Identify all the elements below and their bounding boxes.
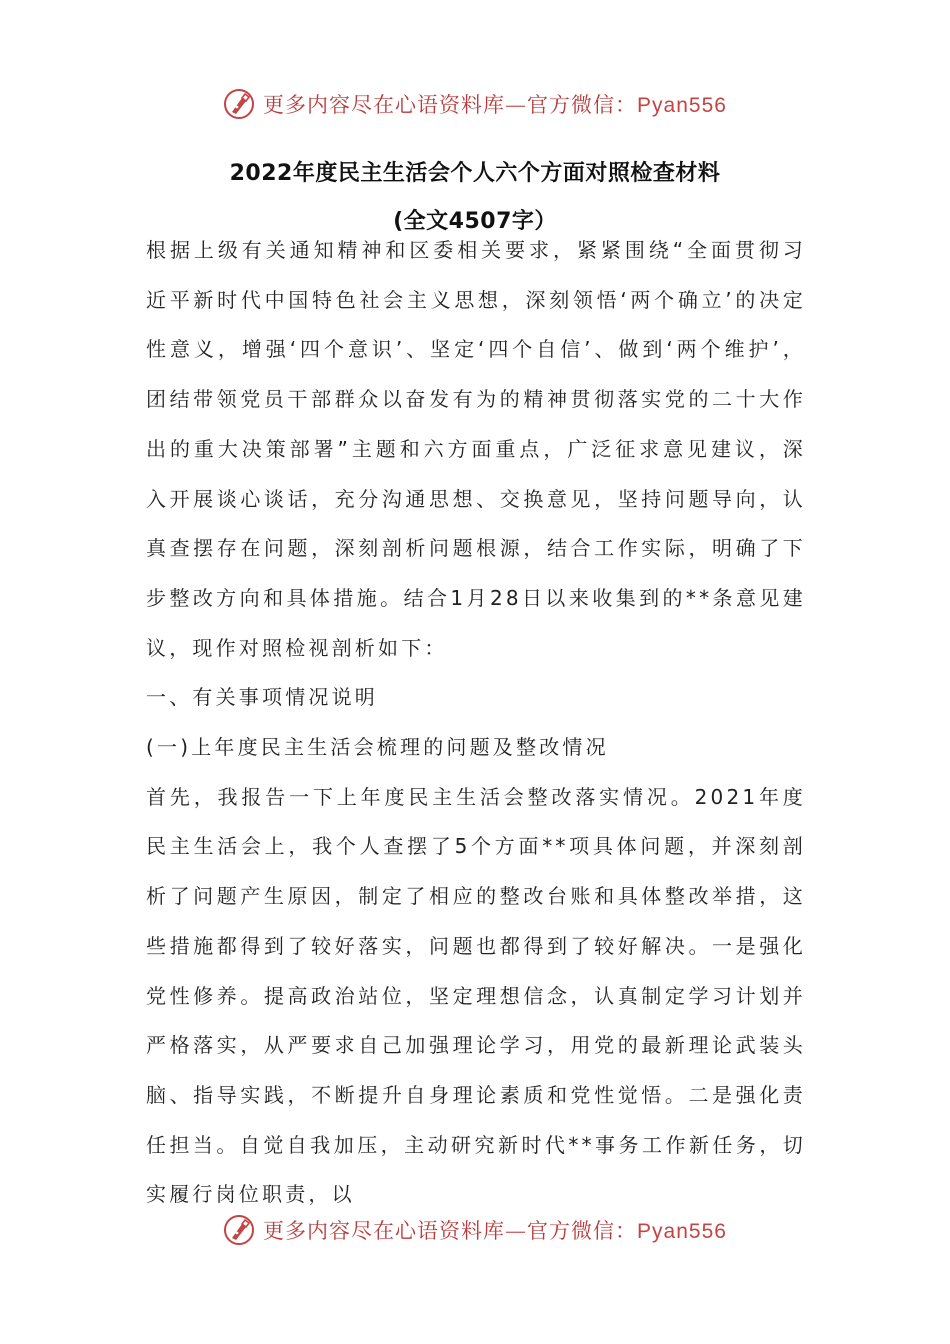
banner-text (263, 89, 727, 119)
banner-wechat-id: Pyan556 (637, 1220, 727, 1243)
pen-nib-logo-icon (223, 88, 255, 120)
document-body (146, 226, 806, 1220)
paragraph-intro: 根据上级有关通知精神和区委相关要求，紧紧围绕“全面贯彻习近平新时代中国特色社会主义思想，深刻领悟‘两个确立’的决定性意义，增强‘四个意识’、坚定‘四个自信’、做到‘两个维护’，团结带领党员干部群众以奋发有为的精神贯彻落实党的二十大作出的重大决策部署”主题和六方面重点，广泛征求意见建议，深入开展谈心谈话，充分沟通思想、交换意见，坚持问题导向，认真查摆存在问题，深刻剖析问题根源，结合工作实际，明确了下步整改方向和具体措施。结合1月28日以来收集到的**条意见建议，现作对照检视剖析如下： (146, 238, 806, 660)
header-watermark-banner (0, 84, 950, 124)
banner-dash: — (505, 1219, 528, 1243)
paragraph-report: 首先，我报告一下上年度民主生活会整改落实情况。2021年度民主生活会上，我个人查摆了5个方面**项具体问题，并深刻剖析了问题产生原因，制定了相应的整改台账和具体整改举措，这些措施都得到了较好落实，问题也都得到了较好解决。一是强化党性修养。提高政治站位，坚定理想信念，认真制定学习计划并严格落实，从严要求自己加强理论学习，用党的最新理论武装头脑、指导实践，不断提升自身理论素质和党性觉悟。二是强化责任担当。自觉自我加压，主动研究新时代**事务工作新任务，切实履行岗位职责，以 (146, 784, 806, 1207)
banner-dash: — (505, 93, 528, 117)
document-title: 2022年度民主生活会个人六个方面对照检查材料 (229, 161, 721, 186)
banner-slogan: 更多内容尽在心语资料库 (263, 93, 506, 117)
subsection-heading: (一)上年度民主生活会梳理的问题及整改情况 (146, 735, 609, 760)
pen-nib-logo-icon (223, 1214, 255, 1246)
banner-official-label: 官方微信： (527, 1219, 638, 1243)
document-subtitle: (全文4507字） (393, 209, 557, 234)
banner-slogan: 更多内容尽在心语资料库 (263, 1219, 506, 1243)
footer-watermark-banner (0, 1210, 950, 1250)
banner-text (263, 1215, 727, 1245)
banner-official-label: 官方微信： (527, 93, 638, 117)
section-heading: 一、有关事项情况说明 (146, 685, 378, 710)
banner-wechat-id: Pyan556 (637, 94, 727, 117)
